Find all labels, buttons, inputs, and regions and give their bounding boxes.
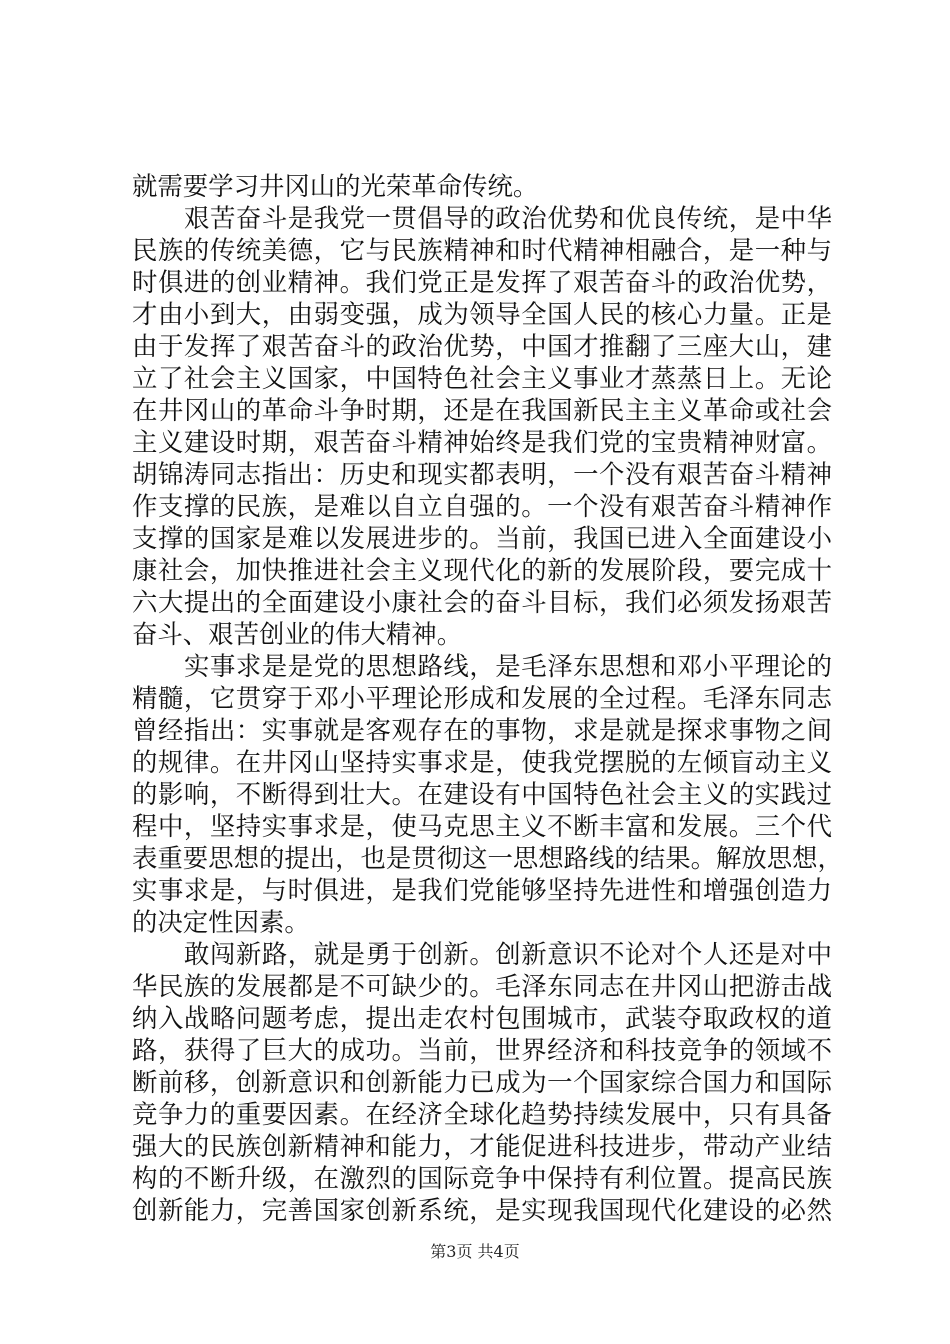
text-line: 构的不断升级，在激烈的国际竞争中保持有利位置。提高民族 bbox=[132, 1163, 832, 1193]
text-line: 时俱进的创业精神。我们党正是发挥了艰苦奋斗的政治优势， bbox=[132, 267, 832, 297]
text-line: 的决定性因素。 bbox=[132, 907, 310, 937]
document-body bbox=[132, 170, 843, 1226]
text-line: 的影响，不断得到壮大。在建设有中国特色社会主义的实践过 bbox=[132, 779, 832, 809]
text-line: 纳入战略问题考虑，提出走农村包围城市，武装夺取政权的道 bbox=[132, 1003, 832, 1033]
text-line: 的规律。在井冈山坚持实事求是，使我党摆脱的左倾盲动主义 bbox=[132, 747, 832, 777]
text-line: 实事求是是党的思想路线，是毛泽东思想和邓小平理论的 bbox=[184, 651, 832, 681]
text-line: 表重要思想的提出，也是贯彻这一思想路线的结果。解放思想， bbox=[132, 843, 843, 873]
text-line: 由于发挥了艰苦奋斗的政治优势，中国才推翻了三座大山，建 bbox=[132, 331, 832, 361]
text-line: 才由小到大，由弱变强，成为领导全国人民的核心力量。正是 bbox=[132, 299, 832, 329]
text-line: 在井冈山的革命斗争时期，还是在我国新民主主义革命或社会 bbox=[132, 395, 832, 425]
text-line: 竞争力的重要因素。在经济全球化趋势持续发展中，只有具备 bbox=[132, 1099, 832, 1129]
text-line: 立了社会主义国家，中国特色社会主义事业才蒸蒸日上。无论 bbox=[132, 363, 832, 393]
text-line: 胡锦涛同志指出：历史和现实都表明，一个没有艰苦奋斗精神 bbox=[132, 459, 832, 489]
text-line: 华民族的发展都是不可缺少的。毛泽东同志在井冈山把游击战 bbox=[132, 971, 832, 1001]
text-line: 断前移，创新意识和创新能力已成为一个国家综合国力和国际 bbox=[132, 1067, 832, 1097]
text-line: 艰苦奋斗是我党一贯倡导的政治优势和优良传统，是中华 bbox=[184, 203, 832, 233]
text-line: 曾经指出：实事就是客观存在的事物，求是就是探求事物之间 bbox=[132, 715, 832, 745]
text-line: 程中，坚持实事求是，使马克思主义不断丰富和发展。三个代 bbox=[132, 811, 832, 841]
text-line: 路，获得了巨大的成功。当前，世界经济和科技竞争的领域不 bbox=[132, 1035, 832, 1065]
text-line: 敢闯新路，就是勇于创新。创新意识不论对个人还是对中 bbox=[184, 939, 832, 969]
text-line: 支撑的国家是难以发展进步的。当前，我国已进入全面建设小 bbox=[132, 523, 832, 553]
text-line: 创新能力，完善国家创新系统，是实现我国现代化建设的必然 bbox=[132, 1195, 832, 1225]
text-line: 奋斗、艰苦创业的伟大精神。 bbox=[132, 619, 463, 649]
text-line: 六大提出的全面建设小康社会的奋斗目标，我们必须发扬艰苦 bbox=[132, 587, 832, 617]
text-line: 主义建设时期，艰苦奋斗精神始终是我们党的宝贵精神财富。 bbox=[132, 427, 832, 457]
text-line: 实事求是，与时俱进，是我们党能够坚持先进性和增强创造力 bbox=[132, 875, 832, 905]
text-line: 康社会，加快推进社会主义现代化的新的发展阶段，要完成十 bbox=[132, 555, 832, 585]
page-number-footer: 第3页 共4页 bbox=[430, 1242, 520, 1261]
text-line: 民族的传统美德，它与民族精神和时代精神相融合，是一种与 bbox=[132, 235, 832, 265]
text-line: 就需要学习井冈山的光荣革命传统。 bbox=[132, 171, 539, 201]
text-line: 精髓，它贯穿于邓小平理论形成和发展的全过程。毛泽东同志 bbox=[132, 683, 832, 713]
text-line: 作支撑的民族，是难以自立自强的。一个没有艰苦奋斗精神作 bbox=[132, 491, 832, 521]
text-line: 强大的民族创新精神和能力，才能促进科技进步，带动产业结 bbox=[132, 1131, 832, 1161]
